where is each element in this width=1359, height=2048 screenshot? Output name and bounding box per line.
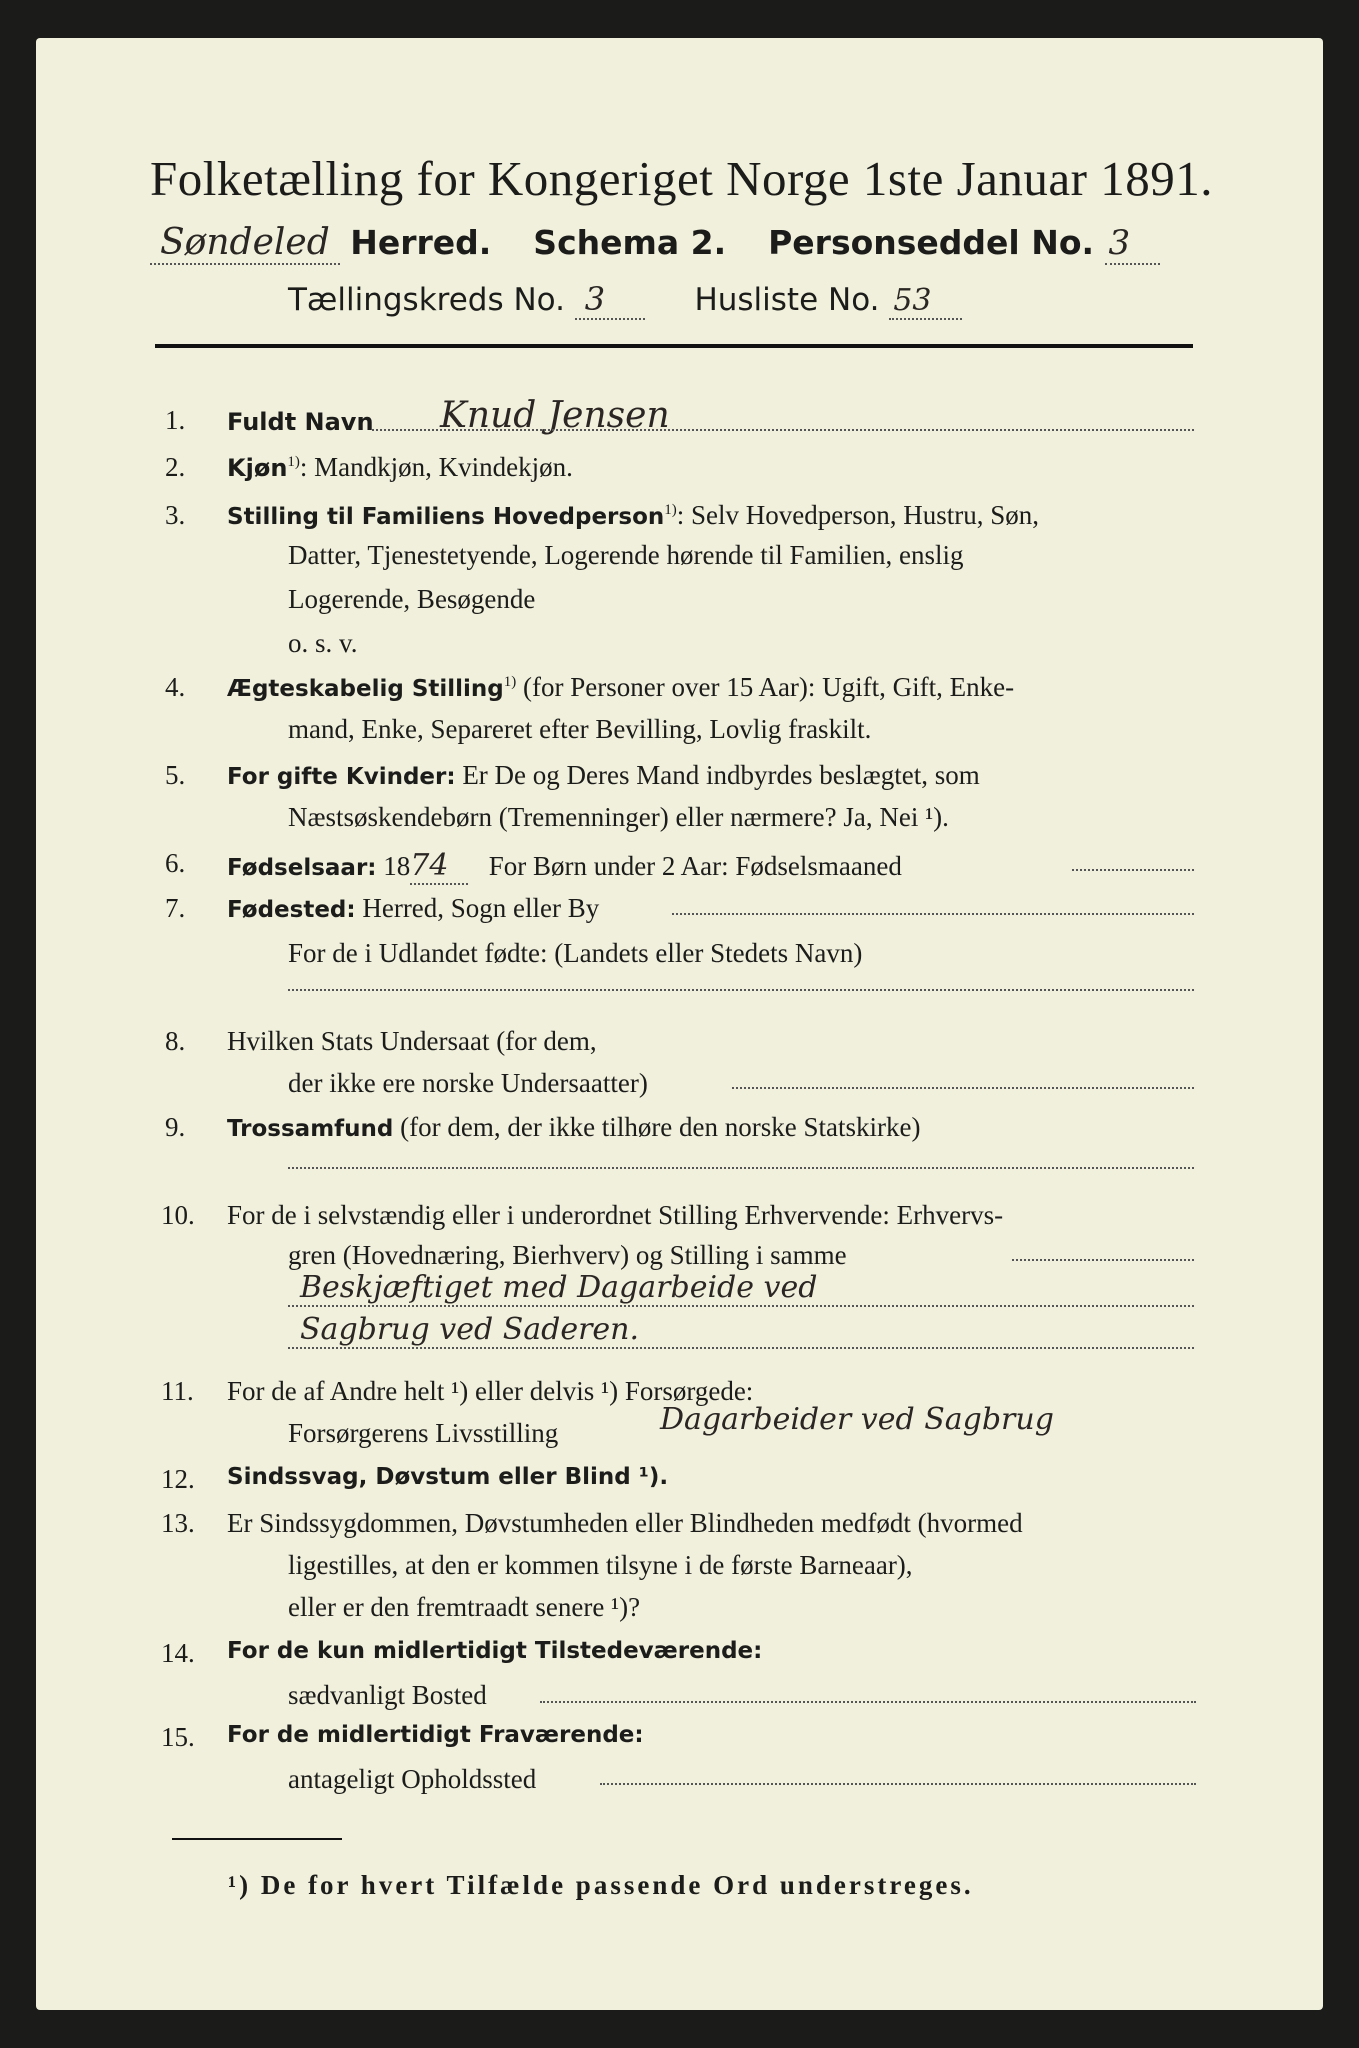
q14-text: For de kun midlertidigt Tilstedeværende: [227, 1638, 763, 1664]
q3-line-4: o. s. v. [288, 628, 358, 658]
herred-value: Søndeled [150, 222, 340, 265]
q11-text: For de af Andre helt ¹) eller delvis ¹) Forsørgede: [227, 1376, 754, 1406]
q7-line-2: For de i Udlandet fødte: (Landets eller Stedets Navn) [288, 938, 863, 968]
q15-text: For de midlertidigt Fraværende: [227, 1722, 644, 1748]
q12-number: 12. [161, 1464, 195, 1494]
q11-line-2: Forsørgerens Livsstilling [288, 1418, 559, 1448]
husliste-value: 53 [889, 283, 961, 320]
q3-sup: 1) [664, 502, 677, 518]
q1-answer-name: Knud Jensen [440, 395, 670, 436]
q7-dotline-2 [288, 988, 1194, 991]
q2-sup: 1) [287, 454, 300, 470]
header-rule [155, 344, 1193, 348]
q14-number: 14. [161, 1638, 195, 1668]
q1-dotline [372, 428, 1194, 431]
q6-century: 18 [376, 851, 411, 881]
q3-label: Stilling til Familiens Hovedperson [227, 504, 665, 530]
personseddel-label: Personseddel No. [768, 223, 1095, 262]
q8-dotline [732, 1086, 1194, 1089]
q15-number: 15. [161, 1722, 195, 1752]
q10-answer-line-2: Sagbrug ved Saderen. [300, 1312, 640, 1347]
q12-text: Sindssvag, Døvstum eller Blind ¹). [227, 1464, 669, 1490]
husliste-label: Husliste No. [694, 282, 880, 318]
q1-number: 1. [165, 405, 186, 435]
q5-text: Er De og Deres Mand indbyrdes beslægtet, som [455, 760, 980, 790]
q5-line-2: Næstsøskendebørn (Tremenninger) eller nærmere? Ja, Nei ¹). [288, 802, 949, 832]
header-line-2 [288, 280, 962, 318]
q10-dotline-2 [288, 1304, 1194, 1307]
q4-label: Ægteskabelig Stilling [227, 676, 504, 702]
q10-text: For de i selvstændig eller i underordnet Stilling Erhvervende: Erhvervs- [227, 1200, 1004, 1230]
q1-label: Fuldt Navn [227, 408, 374, 436]
q8-text: Hvilken Stats Undersaat (for dem, [227, 1026, 597, 1056]
q6-label: Fødselsaar: [227, 855, 377, 881]
q3-line-2: Datter, Tjenestetyende, Logerende hørende til Familien, enslig [288, 540, 964, 570]
schema-label: Schema 2. [533, 223, 727, 262]
q13-text: Er Sindssygdommen, Døvstumheden eller Blindheden medfødt (hvormed [227, 1508, 1023, 1538]
q6-answer-year: 74 [410, 848, 468, 885]
personseddel-value: 3 [1105, 223, 1161, 265]
form-title: Folketælling for Kongeriget Norge 1ste Januar 1891. [150, 151, 1213, 206]
census-form-page [36, 38, 1323, 2010]
q10-answer-line-1: Beskjæftiget med Dagarbeide ved [300, 1270, 818, 1305]
q6-dotline [1072, 868, 1194, 871]
q10-dotline-3 [288, 1346, 1194, 1349]
q3-line-3: Logerende, Besøgende [288, 584, 536, 614]
q8-number: 8. [165, 1026, 186, 1056]
q15-line-2: antageligt Opholdssted [288, 1764, 537, 1794]
q7-number: 7. [165, 893, 186, 923]
q11-number: 11. [161, 1376, 194, 1406]
footnote: ¹) De for hvert Tilfælde passende Ord understreges. [228, 1870, 974, 1900]
q4-options: (for Personer over 15 Aar): Ugift, Gift, Enke- [516, 672, 1015, 702]
q9-label: Trossamfund [227, 1116, 394, 1142]
q13-line-3: eller er den fremtraadt senere ¹)? [288, 1592, 641, 1622]
herred-label: Herred. [350, 223, 492, 262]
q10-dotline [1012, 1258, 1194, 1261]
q10-line-2: gren (Hovednæring, Bierhverv) og Stilling i samme [288, 1240, 847, 1270]
q5-number: 5. [165, 760, 186, 790]
q8-line-2: der ikke ere norske Undersaatter) [288, 1068, 648, 1098]
q2-options: : Mandkjøn, Kvindekjøn. [299, 452, 573, 482]
q14-line-2: sædvanligt Bosted [288, 1680, 487, 1710]
q7-label: Fødested: [227, 897, 356, 923]
q15-dotline [600, 1782, 1196, 1785]
footnote-rule [172, 1838, 342, 1840]
q2-label: Kjøn [227, 454, 288, 482]
q3-number: 3. [165, 500, 186, 530]
q11-answer: Dagarbeider ved Sagbrug [660, 1402, 1054, 1437]
header-line-1 [150, 222, 1160, 263]
q13-line-2: ligestilles, at den er kommen tilsyne i de første Barneaar), [288, 1550, 913, 1580]
q3-options: : Selv Hovedperson, Hustru, Søn, [676, 500, 1039, 530]
q2-number: 2. [165, 452, 186, 482]
taellingskreds-value: 3 [575, 280, 645, 320]
q9-number: 9. [165, 1112, 186, 1142]
q6-text2: For Børn under 2 Aar: Fødselsmaaned [488, 851, 902, 881]
q14-dotline [540, 1700, 1196, 1703]
q13-number: 13. [161, 1508, 195, 1538]
q10-number: 10. [161, 1200, 195, 1230]
q9-text: (for dem, der ikke tilhøre den norske Statskirke) [393, 1112, 921, 1142]
taellingskreds-label: Tællingskreds No. [288, 282, 565, 318]
q5-label: For gifte Kvinder: [227, 764, 456, 790]
q4-sup: 1) [503, 674, 517, 690]
q4-line-2: mand, Enke, Separeret efter Bevilling, Lovlig fraskilt. [288, 714, 872, 744]
q9-dotline [288, 1166, 1194, 1169]
q4-number: 4. [165, 672, 186, 702]
q7-dotline [672, 912, 1194, 915]
q7-options: Herred, Sogn eller By [355, 893, 600, 923]
q6-number: 6. [165, 848, 186, 878]
